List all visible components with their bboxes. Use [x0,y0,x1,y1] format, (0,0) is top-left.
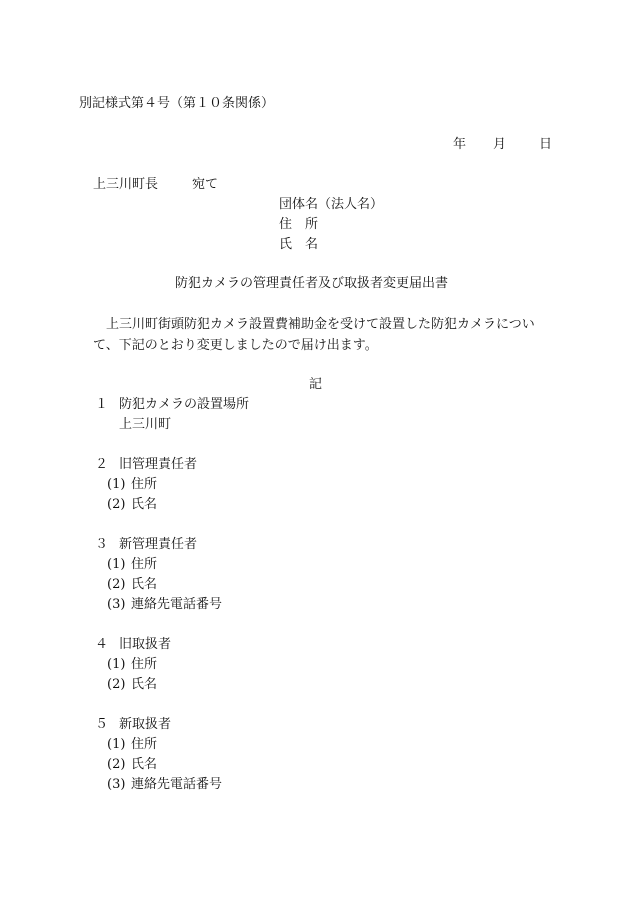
list-item [107,478,157,491]
item-number: (2) [107,757,126,772]
section-heading [95,458,197,471]
list-item [107,738,157,751]
list-item [107,598,222,611]
item-number: (2) [107,497,126,512]
date-day: 日 [539,137,553,152]
section-heading [95,638,171,651]
item-label: 氏名 [131,757,158,772]
date-line [453,138,552,151]
ki-heading: 記 [309,377,323,392]
list-item [107,758,157,771]
section-heading [95,718,171,731]
body-line-1: 上三川町街頭防犯カメラ設置費補助金を受けて設置した防犯カメラについ [106,317,535,332]
section-number: ３ [95,537,109,552]
applicant-name: 氏 名 [279,237,319,252]
recipient-suffix: 宛て [192,177,219,192]
date-year: 年 [453,137,467,152]
list-item [107,578,157,591]
section-number: １ [95,397,109,412]
form-number: 別記様式第４号（第１０条関係） [79,96,275,111]
item-label: 氏名 [131,577,158,592]
section-title: 新管理責任者 [119,537,198,552]
item-label: 連絡先電話番号 [131,597,223,612]
item-label: 氏名 [131,677,158,692]
list-item [107,498,157,511]
list-item [107,658,157,671]
section-number: ４ [95,637,109,652]
item-number: (1) [107,657,126,672]
section-title: 旧取扱者 [119,637,172,652]
section-title: 防犯カメラの設置場所 [119,397,250,412]
item-label: 住所 [131,557,158,572]
recipient-line [93,178,218,191]
list-item [107,678,157,691]
recipient-name: 上三川町長 [93,177,159,192]
body-line-2: て、下記のとおり変更しましたので届け出ます。 [93,338,378,353]
item-number: (2) [107,677,126,692]
item-number: (3) [107,777,126,792]
section-heading [95,398,249,411]
section-number: ５ [95,717,109,732]
section-title: 旧管理責任者 [119,457,198,472]
date-month: 月 [493,137,507,152]
item-label: 氏名 [131,497,158,512]
item-number: (3) [107,597,126,612]
section-title: 新取扱者 [119,717,172,732]
item-label: 住所 [131,477,158,492]
item-label: 連絡先電話番号 [131,777,223,792]
item-label: 住所 [131,657,158,672]
item-number: (1) [107,477,126,492]
document-title: 防犯カメラの管理責任者及び取扱者変更届出書 [175,276,449,291]
item-label: 住所 [131,737,158,752]
list-item [107,558,157,571]
section-number: ２ [95,457,109,472]
item-number: (1) [107,557,126,572]
applicant-address: 住 所 [279,217,319,232]
install-location-value: 上三川町 [119,417,172,432]
section-heading [95,538,197,551]
applicant-block [279,198,383,258]
list-item [107,778,222,791]
item-number: (1) [107,737,126,752]
item-number: (2) [107,577,126,592]
applicant-org: 団体名（法人名） [279,197,384,212]
